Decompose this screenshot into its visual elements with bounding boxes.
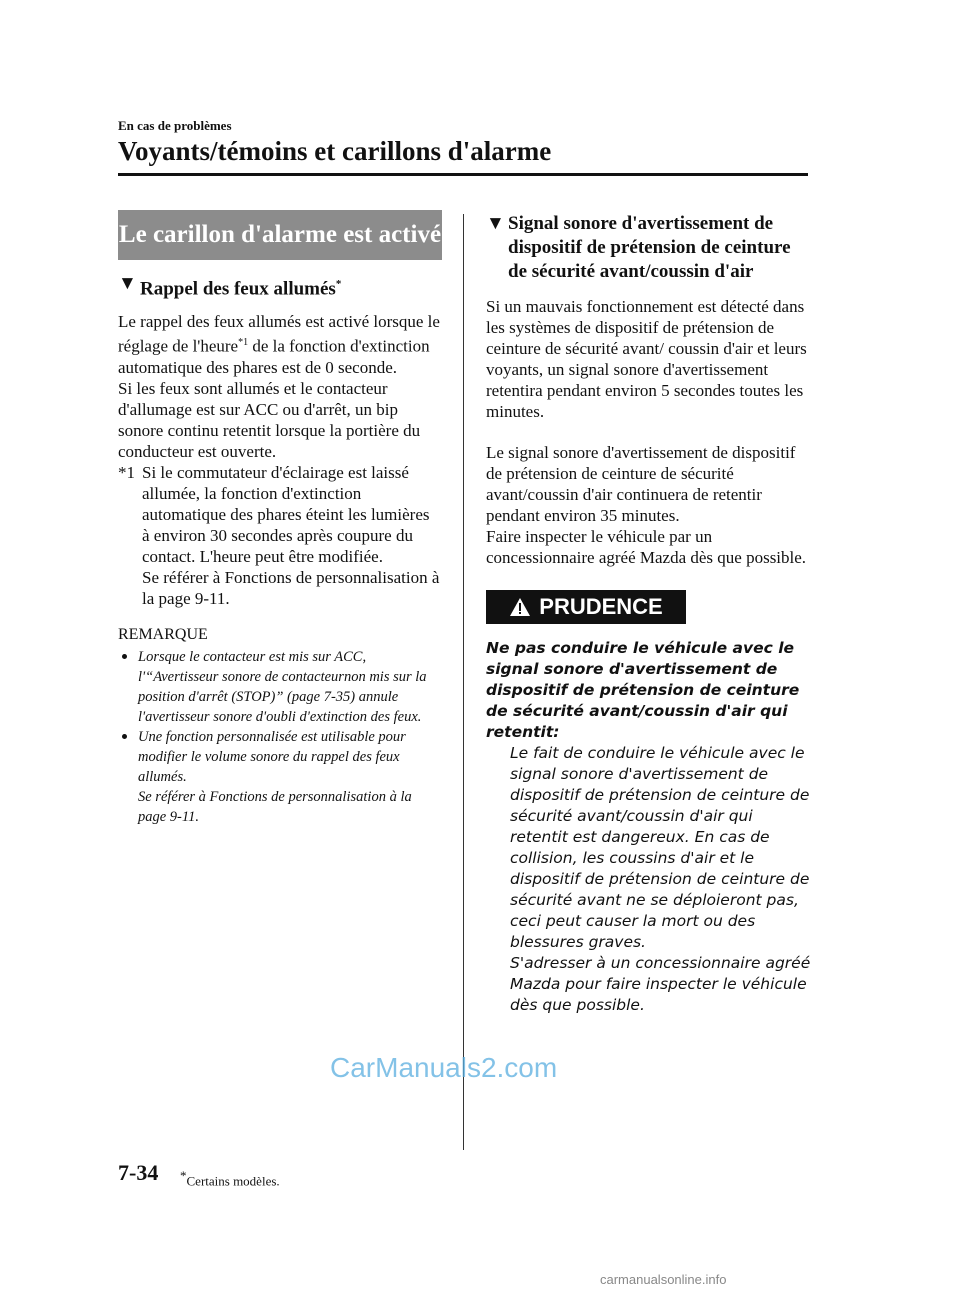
models-footnote: *Certains modèles. [180,1168,280,1189]
right-column [486,212,811,1016]
caution-body [486,743,811,1016]
site-watermark: carmanualsonline.info [600,1272,727,1287]
triangle-icon: ▼ [118,273,137,294]
caution-label-box [486,590,686,624]
paragraph: Si un mauvais fonctionnement est détecté dans les systèmes de dispositif de prétension de ceinture de sécurité avant/ coussin d'air et leurs voyants, un signal sonore d'avertissement retentira pendant environ 5 secondes toutes les minutes. [486,297,807,421]
bullet-icon [122,734,127,739]
title-rule [118,173,808,176]
caution-paragraph: S'adresser à un concessionnaire agréé Mazda pour faire inspecter le véhicule dès que possible. [510,954,811,1014]
body-text [118,311,440,609]
subsection-heading: ▼ Rappel des feux allumés* [118,273,342,300]
remark-title: REMARQUE [118,625,208,643]
warning-icon [509,597,531,617]
column-divider [463,214,464,1150]
page-title: Voyants/témoins et carillons d'alarme [118,136,552,166]
footnote-reference: Se référer à Fonctions de personnalisation à la page 9-11. [142,567,440,608]
watermark: CarManuals2.com [330,1052,558,1083]
remark-item: Une fonction personnalisée est utilisable pour modifier le volume sonore du rappel des feux allumés. Se référer à Fonctions de personnalisation à la page 9-11. [118,727,440,827]
remark-list [118,647,440,827]
paragraph: Le signal sonore d'avertissement de dispositif de prétension de ceinture de sécurité avant/coussin d'air continuera de retentir pendant environ 35 minutes. [486,443,796,525]
page-number: 7-34 [118,1160,159,1185]
paragraph: Faire inspecter le véhicule par un concessionnaire agréé Mazda dès que possible. [486,527,807,567]
star-icon: * [180,1168,187,1183]
caution-heading: Ne pas conduire le véhicule avec le signal sonore d'avertissement de dispositif de prétension de ceinture de sécurité avant/coussin d'air qui retentit: [486,639,800,741]
left-column [118,210,440,827]
body-text [486,296,811,568]
caution-label: PRUDENCE [539,594,663,619]
footnote [118,462,440,609]
remark-item: Lorsque le contacteur est mis sur ACC, l'“Avertisseur sonore de contacteurnon mis sur la position d'arrêt (STOP)” (page 7-35) annule l'avertisseur sonore d'oubli d'extinction des feux. [118,647,440,727]
triangle-icon: ▼ [486,213,505,234]
subsection-heading: ▼ Signal sonore d'avertissement de dispositif de prétension de ceinture de sécurité avant/coussin d'air [486,213,791,282]
footnote-mark: *1 [118,462,135,482]
bullet-icon [122,654,127,659]
caution-paragraph: Le fait de conduire le véhicule avec le signal sonore d'avertissement de dispositif de prétension de ceinture de sécurité avant/coussin d'air qui retentit est dangereux. En cas de collision, les coussins d'air et le dispositif de prétension de ceinture de sécurité avant ne se déploieront pas, ceci peut causer la mort ou des blessures graves. [510,744,810,951]
footnote-text: Si le commutateur d'éclairage est laissé allumée, la fonction d'extinction automatique des phares éteint les lumières à environ 30 secondes après coupure du contact. L'heure peut être modifiée. [142,462,430,566]
chapter-label: En cas de problèmes [118,118,232,133]
paragraph: Si les feux sont allumés et le contacteur d'allumage est sur ACC ou d'arrêt, un bip sonore continu retentit lorsque la portière du conducteur est ouverte. [118,378,421,461]
paragraph: Le rappel des feux allumés est activé lorsque le réglage de l'heure$^{*1}$ de la fonction d'extinction automatique des phares est de 0 seconde. [118,312,440,377]
section-banner: Le carillon d'alarme est activé [118,210,442,260]
star-icon: * [335,278,342,290]
